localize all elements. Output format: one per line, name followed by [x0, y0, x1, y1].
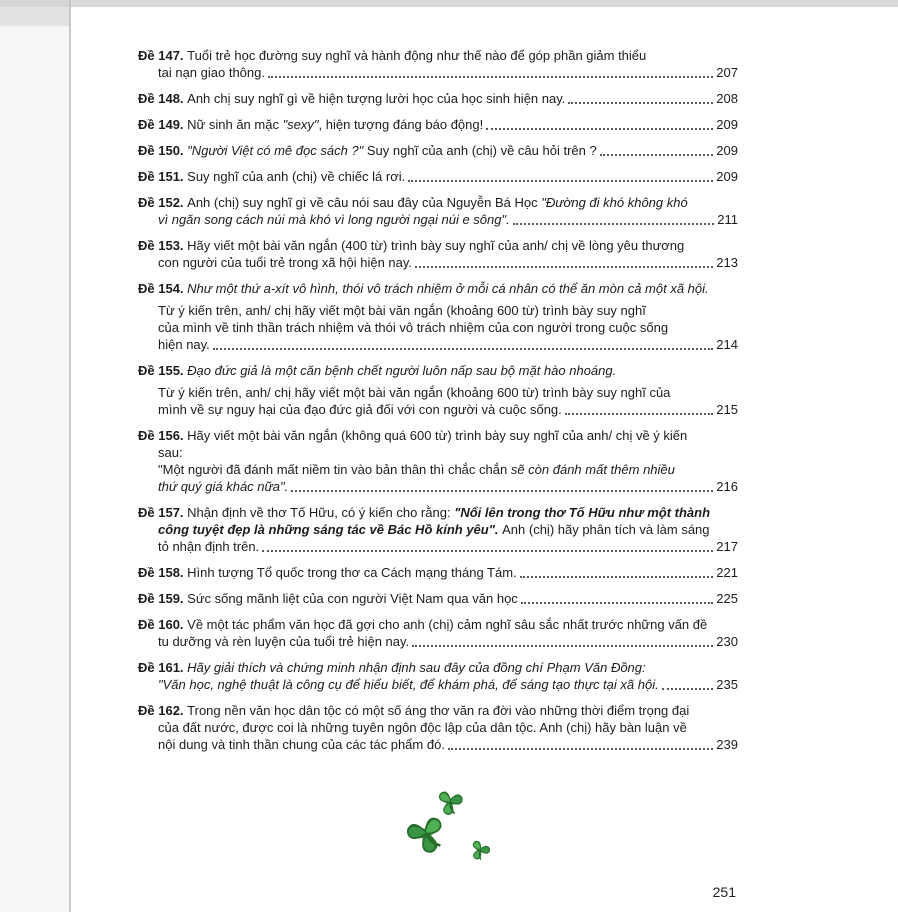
toc-entry — [138, 237, 738, 271]
toc-entry-line — [138, 702, 738, 719]
entry-text — [138, 660, 646, 675]
toc-entry-line — [138, 47, 738, 64]
entry-label: Đề 150. — [138, 143, 188, 158]
scan-top-edge — [0, 0, 898, 7]
dot-leader — [412, 645, 713, 647]
entry-label: Đề 159. — [138, 591, 188, 606]
entry-text — [158, 478, 288, 495]
entry-text-segment: sau: — [158, 445, 183, 460]
dot-leader — [568, 102, 713, 104]
toc-entry — [138, 702, 738, 753]
toc-entry — [138, 590, 738, 607]
toc-list — [138, 47, 738, 762]
toc-entry — [138, 616, 738, 650]
toc-entry-line — [138, 237, 738, 254]
toc-entry — [138, 168, 738, 185]
entry-page-number: 221 — [716, 565, 738, 580]
entry-text-segment: tu dưỡng và rèn luyện của tuổi trẻ hiện nay. — [158, 634, 410, 649]
toc-entry-line — [138, 302, 738, 319]
entry-text-segment: Như một thứ a-xít vô hình, thói vô trách nhiệm ở mỗi cá nhân có thể ăn mòn cả một xã hội. — [187, 281, 709, 296]
entry-text-segment: "Người Việt có mê đọc sách ?" — [187, 143, 367, 158]
entry-page-number: 225 — [716, 591, 738, 606]
toc-entry-line — [138, 719, 738, 736]
entry-text-segment: "Một người đã đánh mất niềm tin vào bản thân thì chắc chắn — [158, 462, 511, 477]
toc-entry — [138, 90, 738, 107]
entry-label: Đề 149. — [138, 117, 188, 132]
toc-entry — [138, 280, 738, 353]
entry-label: Đề 155. — [138, 363, 188, 378]
entry-text — [158, 385, 670, 400]
entry-text — [158, 303, 646, 318]
entry-text-segment: mình về sự nguy hại của đạo đức giả đối với con người và cuộc sống. — [158, 402, 562, 417]
entry-label: Đề 148. — [138, 91, 188, 106]
entry-text-segment: Từ ý kiến trên, anh/ chị hãy viết một bài văn ngắn (khoảng 600 từ) trình bày suy nghĩ của — [158, 385, 671, 400]
entry-text-segment: Từ ý kiến trên, anh/ chị hãy viết một bài văn ngắn (khoảng 600 từ) trình bày suy nghĩ — [158, 303, 646, 318]
entry-text-segment: Suy nghĩ của anh (chị) về câu hỏi trên ? — [366, 143, 597, 158]
page-edge-line — [69, 0, 71, 912]
entry-text-segment: "Nổi lên trong thơ Tố Hữu như một thành — [454, 505, 711, 520]
entry-label: Đề 162. — [138, 703, 188, 718]
entry-text — [158, 462, 675, 477]
entry-text-segment: Suy nghĩ của anh (chị) về chiếc lá rơi. — [187, 169, 406, 184]
entry-text — [138, 428, 687, 443]
entry-text-segment: tai nạn giao thông. — [158, 65, 265, 80]
dot-leader — [415, 266, 713, 268]
entry-text — [158, 720, 687, 735]
scan-left-margin — [0, 0, 69, 912]
toc-entry-line — [138, 280, 738, 297]
entry-text-segment: Hãy viết một bài văn ngắn (400 từ) trình bày suy nghĩ của anh/ chị về lòng yêu thương — [187, 238, 685, 253]
entry-text-segment: của đất nước, được coi là những tuyên ngôn độc lập của dân tộc. Anh (chị) hãy bàn luận về — [158, 720, 687, 735]
page-number: 251 — [712, 884, 736, 900]
entry-text-segment: Đạo đức giả là một căn bệnh chết người luôn nấp sau bộ mặt hào nhoáng. — [187, 363, 617, 378]
entry-label: Đề 154. — [138, 281, 188, 296]
entry-text-segment: con người của tuổi trẻ trong xã hội hiện nay. — [158, 255, 413, 270]
entry-text-segment: hiện nay. — [158, 337, 210, 352]
toc-entry — [138, 194, 738, 228]
dot-leader — [213, 348, 714, 350]
entry-text — [138, 590, 518, 607]
entry-text-segment: Nữ sinh ăn mặc — [187, 117, 283, 132]
toc-entry-line — [138, 168, 738, 185]
entry-label: Đề 151. — [138, 169, 188, 184]
toc-entry-line — [138, 142, 738, 159]
toc-entry-line — [138, 633, 738, 650]
entry-text-segment: sẽ còn đánh mất thêm nhiều — [510, 462, 675, 477]
scan-corner-shade — [0, 0, 70, 26]
entry-page-number: 217 — [716, 539, 738, 554]
dot-leader — [486, 128, 713, 130]
dot-leader — [408, 180, 713, 182]
dot-leader — [291, 490, 713, 492]
entry-label: Đề 153. — [138, 238, 188, 253]
toc-entry-line — [138, 211, 738, 228]
entry-page-number: 209 — [716, 117, 738, 132]
toc-entry-line — [138, 478, 738, 495]
dot-leader — [513, 223, 715, 225]
entry-text — [158, 538, 259, 555]
toc-entry-line — [138, 461, 738, 478]
entry-text — [138, 195, 688, 210]
entry-page-number: 215 — [716, 402, 738, 417]
toc-entry — [138, 427, 738, 495]
dot-leader — [268, 76, 713, 78]
toc-entry-line — [138, 254, 738, 271]
entry-label: Đề 161. — [138, 660, 188, 675]
dot-leader — [565, 413, 714, 415]
entry-text — [138, 116, 483, 133]
entry-text — [138, 505, 710, 520]
entry-text — [158, 336, 210, 353]
entry-text — [138, 238, 684, 253]
entry-label: Đề 157. — [138, 505, 188, 520]
entry-page-number: 209 — [716, 143, 738, 158]
entry-text-segment: thứ quý giá khác nữa". — [158, 479, 289, 494]
entry-text-segment: , hiện tượng đáng báo động! — [318, 117, 484, 132]
toc-entry-line — [138, 616, 738, 633]
toc-entry-line — [138, 564, 738, 581]
entry-page-number: 213 — [716, 255, 738, 270]
toc-entry-line — [138, 90, 738, 107]
toc-entry-line — [138, 64, 738, 81]
entry-text-segment: Hình tượng Tổ quốc trong thơ ca Cách mạng tháng Tám. — [187, 565, 517, 580]
toc-entry — [138, 142, 738, 159]
entry-text — [158, 522, 710, 537]
entry-page-number: 230 — [716, 634, 738, 649]
toc-entry-line — [138, 384, 738, 401]
toc-entry — [138, 659, 738, 693]
entry-page-number: 211 — [717, 212, 738, 227]
entry-text-segment: Anh (chị) suy nghĩ gì về câu nói sau đây của Nguyễn Bá Học — [187, 195, 542, 210]
entry-text-segment: Anh (chị) hãy phân tích và làm sáng — [502, 522, 710, 537]
entry-text — [138, 168, 405, 185]
entry-text — [158, 320, 668, 335]
entry-text-segment: Nhận định về thơ Tố Hữu, có ý kiến cho rằng: — [187, 505, 455, 520]
entry-page-number: 214 — [716, 337, 738, 352]
entry-text-segment: vì ngăn song cách núi mà khó vì long người ngại núi e sông". — [158, 212, 510, 227]
entry-page-number: 209 — [716, 169, 738, 184]
entry-text — [138, 142, 597, 159]
dot-leader — [521, 602, 713, 604]
toc-entry-line — [138, 736, 738, 753]
entry-text-segment: của mình về tinh thần trách nhiệm và thói vô trách nhiệm của con người trong cuộc sống — [158, 320, 669, 335]
dot-leader — [262, 550, 713, 552]
entry-text — [158, 211, 510, 228]
entry-text — [138, 617, 707, 632]
dot-leader — [448, 748, 713, 750]
entry-text-segment: nội dung và tinh thần chung của các tác phẩm đó. — [158, 737, 445, 752]
entry-text — [158, 254, 412, 271]
entry-text — [138, 363, 616, 378]
dot-leader — [520, 576, 714, 578]
toc-entry-line — [138, 319, 738, 336]
entry-label: Đề 152. — [138, 195, 188, 210]
entry-page-number: 207 — [716, 65, 738, 80]
entry-text — [138, 564, 517, 581]
entry-text — [158, 445, 183, 460]
toc-entry — [138, 47, 738, 81]
entry-text-segment: Sức sống mãnh liệt của con người Việt Nam qua văn học — [187, 591, 518, 606]
toc-entry-line — [138, 590, 738, 607]
entry-text-segment: Anh chị suy nghĩ gì về hiện tượng lười học của học sinh hiện nay. — [187, 91, 566, 106]
toc-entry — [138, 362, 738, 418]
entry-text — [158, 64, 265, 81]
entry-text-segment: "Văn học, nghệ thuật là công cụ để hiểu biết, để khám phá, để sáng tạo thực tại xã hội. — [158, 677, 659, 692]
clover-illustration-svg — [396, 780, 506, 875]
entry-text — [158, 736, 445, 753]
entry-text — [138, 90, 565, 107]
toc-entry-line — [138, 538, 738, 555]
entry-text-segment: Trong nền văn học dân tộc có một số áng thơ văn ra đời vào những thời điểm trọng đại — [187, 703, 690, 718]
entry-text-segment: công tuyệt đẹp là những sáng tác về Bác Hồ kính yêu". — [158, 522, 503, 537]
toc-entry-line — [138, 521, 738, 538]
toc-entry-line — [138, 194, 738, 211]
entry-text-segment: "Đường đi khó không khó — [541, 195, 688, 210]
entry-text — [158, 633, 409, 650]
entry-text-segment: Tuổi trẻ học đường suy nghĩ và hành động như thế nào để góp phần giảm thiểu — [187, 48, 647, 63]
toc-entry-line — [138, 427, 738, 444]
entry-text — [138, 48, 646, 63]
entry-text-segment: Hãy viết một bài văn ngắn (không quá 600 từ) trình bày suy nghĩ của anh/ chị về ý kiến — [187, 428, 688, 443]
toc-entry-line — [138, 504, 738, 521]
entry-label: Đề 158. — [138, 565, 188, 580]
entry-text — [158, 676, 659, 693]
entry-page-number: 239 — [716, 737, 738, 752]
dot-leader — [662, 688, 714, 690]
toc-entry-line — [138, 676, 738, 693]
dot-leader — [600, 154, 714, 156]
toc-entry — [138, 564, 738, 581]
clover-decoration — [396, 780, 506, 875]
toc-entry-line — [138, 116, 738, 133]
entry-label: Đề 147. — [138, 48, 188, 63]
entry-label: Đề 160. — [138, 617, 188, 632]
toc-entry — [138, 116, 738, 133]
entry-text — [138, 703, 689, 718]
entry-text-segment: tỏ nhận định trên. — [158, 539, 260, 554]
entry-page-number: 208 — [716, 91, 738, 106]
toc-entry-line — [138, 659, 738, 676]
entry-page-number: 235 — [716, 677, 738, 692]
toc-entry-line — [138, 444, 738, 461]
entry-page-number: 216 — [716, 479, 738, 494]
toc-entry — [138, 504, 738, 555]
entry-label: Đề 156. — [138, 428, 188, 443]
entry-text — [158, 401, 562, 418]
entry-text — [138, 281, 709, 296]
toc-entry-line — [138, 336, 738, 353]
entry-text-segment: "sexy" — [282, 117, 319, 132]
toc-entry-line — [138, 362, 738, 379]
entry-text-segment: Về một tác phẩm văn học đã gợi cho anh (chị) cảm nghĩ sâu sắc nhất trước những vấn đề — [187, 617, 708, 632]
entry-text-segment: Hãy giải thích và chứng minh nhận định sau đây của đồng chí Phạm Văn Đồng: — [187, 660, 646, 675]
toc-entry-line — [138, 401, 738, 418]
